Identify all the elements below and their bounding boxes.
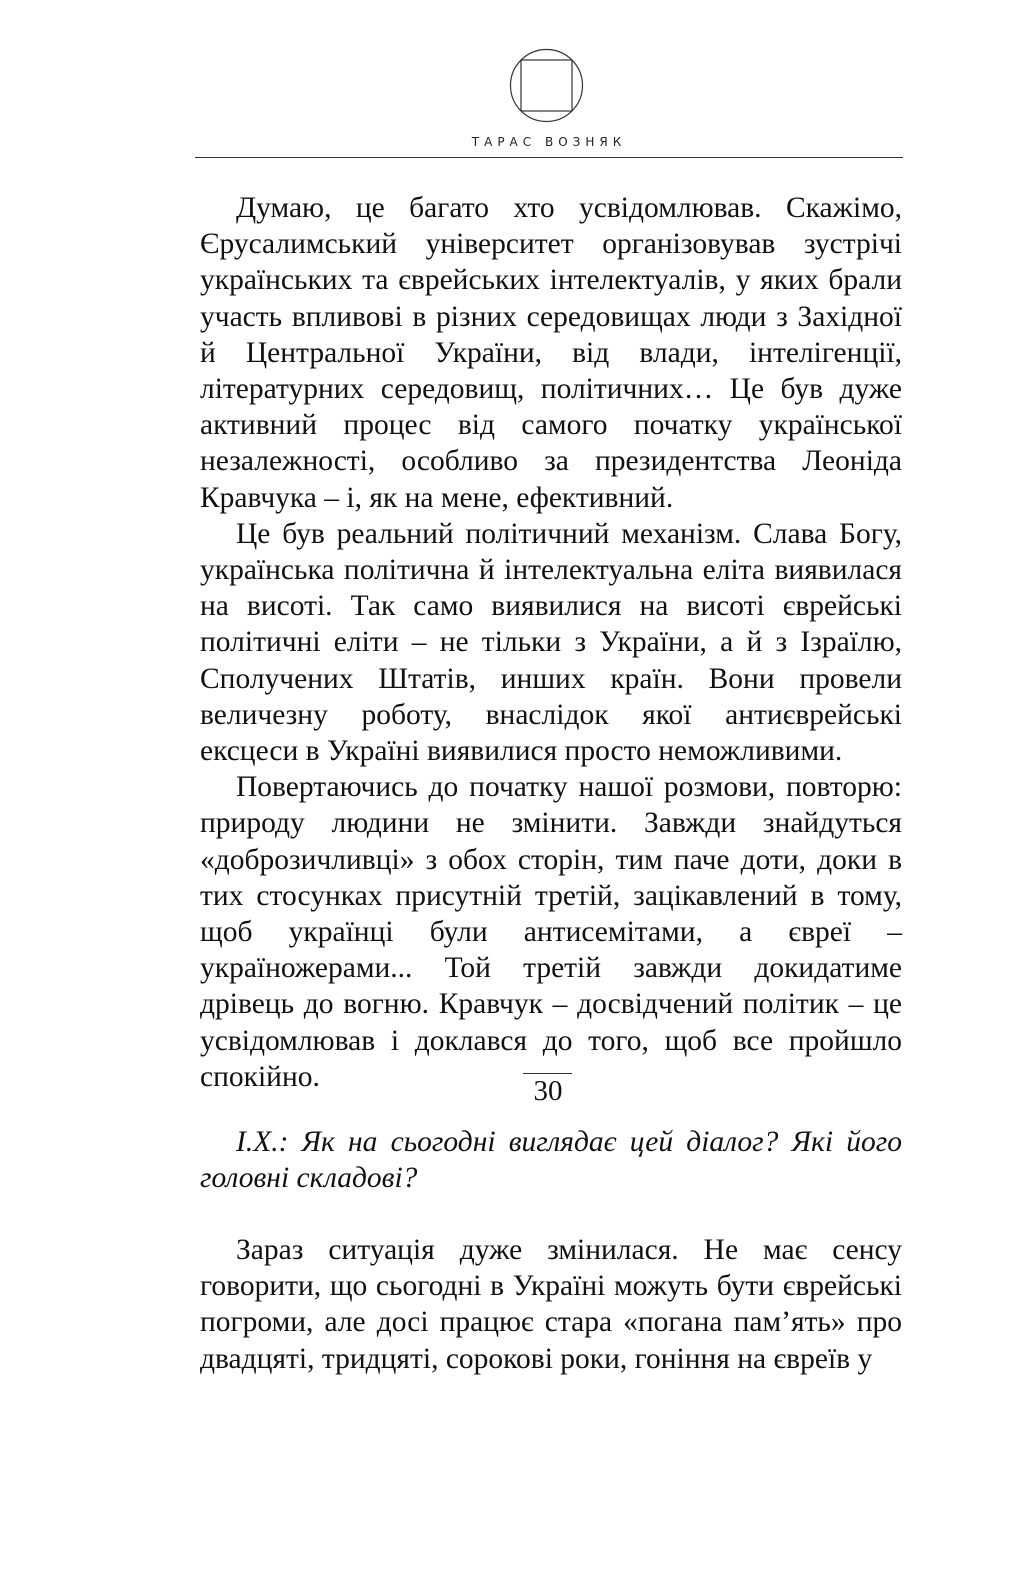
page-number: 30 (533, 1075, 563, 1107)
paragraph-3: Повертаючись до початку нашої розмови, повторю: природу людини не змінити. Завжди знайдуться «доброзичливці» з обох сторін, тим паче доти, доки в тих стосунках присутній третій, зацікавлений в тому, щоб українці були антисемітами, а євреї – україножерами... Той третій завжди докидатиме дрівець до вогню. Кравчук – досвідчений політик – це усвідомлював і доклався до того, щоб все пройшло спокійно. (200, 771, 902, 1093)
header-divider (195, 157, 903, 158)
question-text: І.Х.: Як на сьогодні виглядає цей діалог? Які його головні складові? (200, 1126, 902, 1195)
interview-question (200, 1124, 902, 1196)
main-text (200, 190, 902, 1095)
paragraph-2: Це був реальний політичний механізм. Слава Богу, українська політична й інтелектуальна еліта виявилася на висоті. Так само виявилися на висоті єврейські політичні еліти – не тільки з України, а й з Ізраїлю, Сполучених Штатів, инших країн. Вони провели величезну роботу, внаслідок якої антиєврейські ексцеси в Україні виявилися просто неможливими. (200, 517, 902, 768)
running-header-author: ТАРАС ВОЗНЯК (471, 135, 627, 149)
interview-answer (200, 1232, 902, 1377)
paragraph-1: Думаю, це багато хто усвідомлював. Скажімо, Єрусалимський університет організовував зустрічі українських та єврейських інтелектуалів, у яких брали участь впливові в різних середовищах люди з Західної й Центральної України, від влади, інтелігенції, літературних середовищ, політичних… Це був дуже активний процес від самого початку української незалежності, особливо за президентства Леоніда Кравчука – і, як на мене, ефективний. (200, 192, 902, 514)
answer-text: Зараз ситуація дуже змінилася. Не має сенсу говорити, що сьогодні в Україні можуть бути єврейські погроми, але досі працює стара «погана пам’ять» про двадцяті, тридцяті, сорокові роки, гоніння на євреїв у (200, 1234, 902, 1375)
circle-square-logo-icon (509, 48, 584, 123)
